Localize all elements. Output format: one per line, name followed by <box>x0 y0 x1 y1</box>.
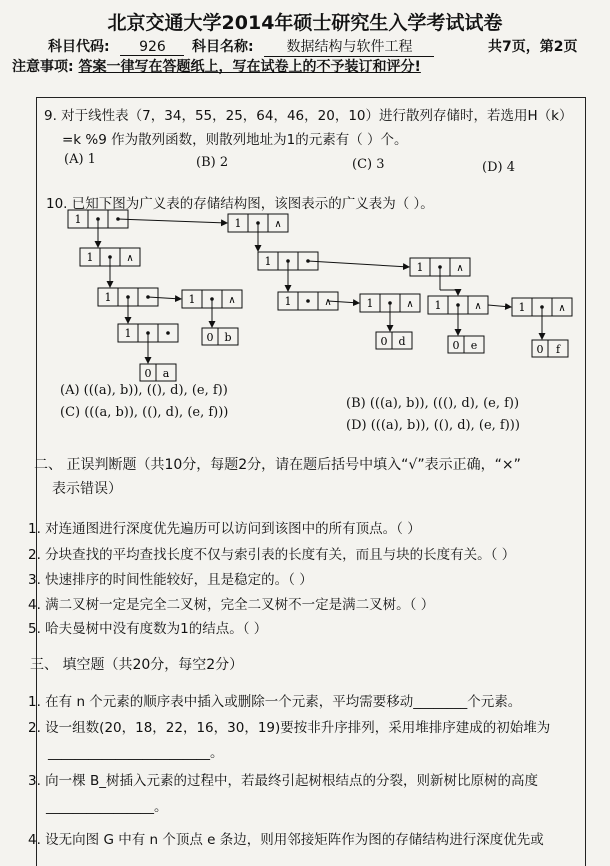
page-info: 共7页，第2页 <box>488 39 578 55</box>
subject-code-label: 科目代码: <box>48 39 110 55</box>
node-tag: 1 <box>366 297 374 310</box>
node-tag: 1 <box>284 295 292 308</box>
node-tag: 1 <box>188 293 196 306</box>
atom-node <box>376 332 412 349</box>
q9-text-line2: =k %9 作为散列函数，则散列地址为1的元素有（ ）个。 <box>62 132 408 148</box>
notice-text: 答案一律写在答题纸上，写在试卷上的不予装订和评分! <box>78 59 421 75</box>
atom-tag: 0 <box>144 367 152 380</box>
q9-option-b: (B) 2 <box>196 155 229 170</box>
q10-text: 10. 已知下图为广义表的存储结构图，该图表示的广义表为（ ）。 <box>46 196 434 212</box>
node-tag: 1 <box>518 301 526 314</box>
atom-node <box>202 328 238 345</box>
atom-node <box>140 364 176 381</box>
q9-option-c: (C) 3 <box>352 157 385 172</box>
null-pointer: ∧ <box>126 253 134 264</box>
exam-title: 北京交通大学2014年硕士研究生入学考试试卷 <box>107 12 503 34</box>
tf-item-5: 5. 哈夫曼树中没有度数为1的结点。（ ） <box>28 621 268 637</box>
fill-item-2-blank: ________________________。 <box>48 745 224 761</box>
node-tag: 1 <box>74 213 82 226</box>
node-tag: 1 <box>416 261 424 274</box>
atom-node <box>448 336 484 353</box>
pointer-arrow <box>118 219 227 223</box>
subject-name-label: 科目名称: <box>192 39 254 55</box>
atom-tag: 0 <box>380 335 388 348</box>
tf-item-1: 1. 对连通图进行深度优先遍历可以访问到该图中的所有顶点。（ ） <box>28 521 421 537</box>
atom-value: e <box>470 339 478 352</box>
atom-value: f <box>555 343 561 356</box>
tf-item-2: 2. 分块查找的平均查找长度不仅与索引表的长度有关，而且与块的长度有关。（ ） <box>28 547 516 563</box>
pointer-arrow <box>488 305 511 307</box>
node-tag: 1 <box>434 299 442 312</box>
atom-value: b <box>224 331 232 344</box>
node-tag: 1 <box>104 291 112 304</box>
generalized-list-diagram <box>0 0 610 400</box>
null-pointer: ∧ <box>456 263 464 274</box>
atom-value: d <box>398 335 406 348</box>
fill-item-1: 1. 在有 n 个元素的顺序表中插入或删除一个元素，平均需要移动________个元素。 <box>28 694 522 710</box>
atom-tag: 0 <box>536 343 544 356</box>
fill-item-4: 4. 设无向图 G 中有 n 个顶点 e 条边，则用邻接矩阵作为图的存储结构进行深度优先或 <box>28 832 544 848</box>
tf-item-3: 3. 快速排序的时间性能较好，且是稳定的。（ ） <box>28 572 313 588</box>
node-tag: 1 <box>86 251 94 264</box>
pointer-arrow <box>308 261 409 267</box>
q9-text-line1: 9. 对于线性表（7，34，55，25，64，46，20，10）进行散列存储时，若选用H（k） <box>44 108 573 124</box>
atom-tag: 0 <box>452 339 460 352</box>
null-pointer: ∧ <box>558 303 566 314</box>
subject-name-value: 数据结构与软件工程 <box>264 36 434 57</box>
subject-code-value: 926 <box>120 39 184 56</box>
atom-node <box>532 340 568 357</box>
node-tag: 1 <box>234 217 242 230</box>
fill-item-3-blank: ________________。 <box>46 799 168 815</box>
pointer-arrow <box>328 301 359 303</box>
q10-option-c: (C) (((a, b)), ((), d), (e, f))) <box>60 405 229 420</box>
node-tag: 1 <box>124 327 132 340</box>
node-tag: 1 <box>264 255 272 268</box>
atom-tag: 0 <box>206 331 214 344</box>
tf-item-4: 4. 满二叉树一定是完全二叉树，完全二叉树不一定是满二叉树。（ ） <box>28 597 435 613</box>
q9-option-d: (D) 4 <box>482 160 515 175</box>
q10-option-a: (A) (((a), b)), ((), d), (e, f)) <box>60 383 228 398</box>
null-pointer: ∧ <box>228 295 236 306</box>
notice-label: 注意事项: <box>12 59 74 75</box>
section3-heading: 三、 填空题（共20分，每空2分） <box>30 657 244 673</box>
section2-heading-cont: 表示错误） <box>52 481 122 497</box>
null-pointer: ∧ <box>324 297 332 308</box>
fill-item-3: 3. 向一棵 B_树插入元素的过程中，若最终引起树根结点的分裂，则新树比原树的高度 <box>28 773 538 789</box>
q10-option-b: (B) (((a), b)), (((), d), (e, f)) <box>346 396 520 411</box>
q9-option-a: (A) 1 <box>64 152 96 167</box>
null-pointer: ∧ <box>274 219 282 230</box>
fill-item-2: 2. 设一组数(20，18，22，16，30，19)要按非升序排列，采用堆排序建成的初始堆为 <box>28 720 551 736</box>
pointer-arrow <box>148 297 181 299</box>
q10-option-d: (D) (((a), b)), ((), d), (e, f))) <box>346 418 520 433</box>
atom-value: a <box>162 367 170 380</box>
null-pointer: ∧ <box>406 299 414 310</box>
null-pointer: ∧ <box>474 301 482 312</box>
section2-heading: 二、 正误判断题（共10分，每题2分，请在题后括号中填入“√”表示正确，“×” <box>34 457 521 473</box>
